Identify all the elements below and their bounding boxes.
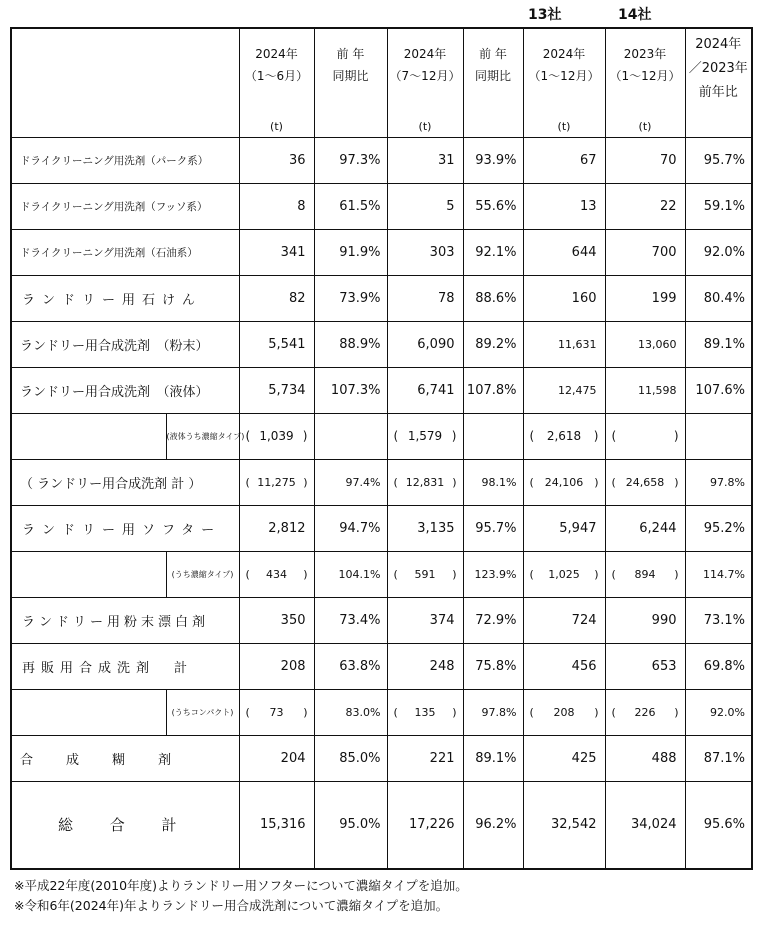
row-label: ドライクリーニング用洗剤（フッソ系）: [11, 183, 239, 229]
table-row: (うち濃縮タイプ) ( 434 ) 104.1% ( 591 ) 123.9% ( 1,025 ) ( 894 ) 114.7%: [11, 551, 752, 597]
table-row: ランドリー用粉末漂白剤 350 73.4% 374 72.9% 724 990 73.1%: [11, 597, 752, 643]
table-row: 合 成 糊 剤 204 85.0% 221 89.1% 425 488 87.1%: [11, 735, 752, 781]
table-row: ドライクリーニング用洗剤（パーク系） 36 97.3% 31 93.9% 67 70 95.7%: [11, 137, 752, 183]
row-sublabel: (液体うち濃縮タイプ): [166, 413, 239, 459]
row-label: ランドリー用石けん: [11, 275, 239, 321]
total-label: 総 合 計: [11, 781, 239, 869]
row-label: ランドリー用合成洗剤 （液体）: [11, 367, 239, 413]
header-blank: [11, 28, 239, 137]
row-label: 再販用合成洗剤 計: [11, 643, 239, 689]
table-row: (うちコンパクト) ( 73 ) 83.0% ( 135 ) 97.8% ( 208 ) ( 226 ) 92.0%: [11, 689, 752, 735]
row-sublabel: (うちコンパクト): [166, 689, 239, 735]
table-row: （ ランドリー用合成洗剤 計 ） ( 11,275 ) 97.4% ( 12,831 ) 98.1% ( 24,106 ) ( 24,658 ) 97.8%: [11, 459, 752, 505]
row-label: ドライクリーニング用洗剤（パーク系）: [11, 137, 239, 183]
header-yoy-full: 2024年 ／2023年 前年比: [685, 28, 752, 137]
row-label: ランドリー用合成洗剤 （粉末）: [11, 321, 239, 367]
footnote: ※平成22年度(2010年度)よりランドリー用ソフターについて濃縮タイプを追加。: [14, 878, 468, 893]
table-row: (液体うち濃縮タイプ) ( 1,039 ) ( 1,579 ) ( 2,618 ) ( ): [11, 413, 752, 459]
table-row: ランドリー用合成洗剤 （粉末） 5,541 88.9% 6,090 89.2% 11,631 13,060 89.1%: [11, 321, 752, 367]
company-count-2024: 13社: [528, 7, 562, 23]
header-2024-full: 2024年 （1～12月） (t): [523, 28, 605, 137]
shipment-table: [10, 27, 753, 870]
company-count-2023: 14社: [618, 7, 652, 23]
table-row: ランドリー用ソフター 2,812 94.7% 3,135 95.7% 5,947 6,244 95.2%: [11, 505, 752, 551]
table-row: ランドリー用石けん 82 73.9% 78 88.6% 160 199 80.4%: [11, 275, 752, 321]
row-label: （ ランドリー用合成洗剤 計 ）: [11, 459, 239, 505]
header-yoy-h1: 前 年 同期比: [314, 28, 387, 137]
row-label: ランドリー用粉末漂白剤: [11, 597, 239, 643]
footnotes: [14, 876, 468, 916]
header-2024-h2: 2024年 （7～12月） (t): [387, 28, 463, 137]
row-sublabel: (うち濃縮タイプ): [166, 551, 239, 597]
table-row: ランドリー用合成洗剤 （液体） 5,734 107.3% 6,741 107.8% 12,475 11,598 107.6%: [11, 367, 752, 413]
header-yoy-h2: 前 年 同期比: [463, 28, 523, 137]
table-row: 再販用合成洗剤 計 208 63.8% 248 75.8% 456 653 69.8%: [11, 643, 752, 689]
total-row: 総 合 計 15,316 95.0% 17,226 96.2% 32,542 34,024 95.6%: [11, 781, 752, 869]
header-2023-full: 2023年 （1～12月） (t): [605, 28, 685, 137]
row-label: ランドリー用ソフター: [11, 505, 239, 551]
header-row: [11, 28, 752, 137]
footnote: ※令和6年(2024年)年よりランドリー用合成洗剤について濃縮タイプを追加。: [14, 898, 449, 913]
row-label: 合 成 糊 剤: [11, 735, 239, 781]
table-row: ドライクリーニング用洗剤（フッソ系） 8 61.5% 5 55.6% 13 22 59.1%: [11, 183, 752, 229]
header-2024-h1: 2024年 （1～6月） (t): [239, 28, 314, 137]
table-row: ドライクリーニング用洗剤（石油系） 341 91.9% 303 92.1% 644 700 92.0%: [11, 229, 752, 275]
row-label: ドライクリーニング用洗剤（石油系）: [11, 229, 239, 275]
